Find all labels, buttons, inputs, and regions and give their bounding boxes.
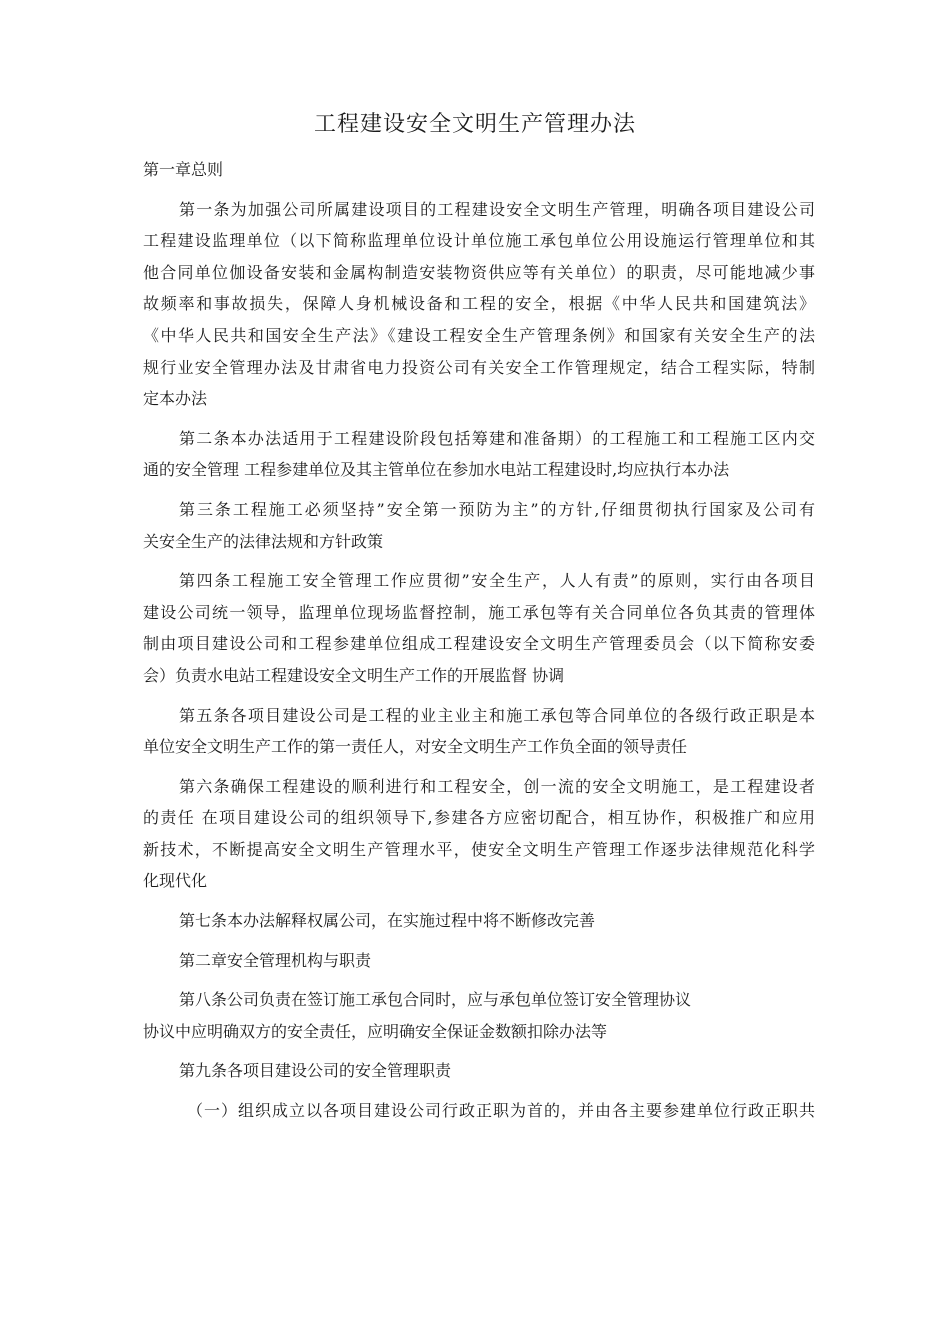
paragraph-line: 他合同单位伽设备安装和金属构制造安装物资供应等有关单位）的职责，尽可能地减少事 [143,262,815,282]
paragraph-line: 第四条工程施工安全管理工作应贯彻”安全生产，人人有责”的原则，实行由各项目 [179,571,815,591]
paragraph-line: 第一条为加强公司所属建设项目的工程建设安全文明生产管理，明确各项目建设公司 [179,199,815,219]
paragraph-line: 第二条本办法适用于工程建设阶段包括筹建和准备期）的工程施工和工程施工区内交 [179,428,815,448]
paragraph-line: 新技术，不断提高安全文明生产管理水平，使安全文明生产管理工作逐步法律规范化科学 [143,839,815,859]
document-body [143,154,815,1127]
paragraph-line: 工程建设监理单位（以下简称监理单位设计单位施工承包单位公用设施运行管理单位和其 [143,231,815,251]
paragraph-line: 通的安全管理 工程参建单位及其主管单位在参加水电站工程建设时,均应执行本办法 [143,460,730,480]
paragraph-line: 第八条公司负责在签订施工承包合同时，应与承包单位签订安全管理协议 [179,990,692,1010]
paragraph-line: （一）组织成立以各项目建设公司行政正职为首的，并由各主要参建单位行政正职共 [187,1101,815,1121]
paragraph-line: 《中华人民共和国安全生产法》《建设工程安全生产管理条例》和国家有关安全生产的法 [143,325,815,345]
paragraph-line: 规行业安全管理办法及甘肃省电力投资公司有关安全工作管理规定，结合工程实际，特制 [143,357,815,377]
paragraph-line: 第六条确保工程建设的顺利进行和工程安全，创一流的安全文明施工，是工程建设者 [179,776,815,796]
paragraph-line: 建设公司统一领导，监理单位现场监督控制，施工承包等有关合同单位各负其责的管理体 [143,602,815,622]
paragraph-line: 单位安全文明生产工作的第一责任人，对安全文明生产工作负全面的领导责任 [143,737,688,757]
paragraph-line: 协议中应明确双方的安全责任，应明确安全保证金数额扣除办法等 [143,1021,608,1041]
paragraph-line: 制由项目建设公司和工程参建单位组成工程建设安全文明生产管理委员会（以下简称安委 [143,634,815,654]
paragraph-line: 的责任 在项目建设公司的组织领导下,参建各方应密切配合，相互协作，积极推广和应用 [143,808,815,828]
chapter-heading: 第一章总则 [143,160,224,179]
paragraph-line: 定本办法 [143,389,208,409]
document-title: 工程建设安全文明生产管理办法 [313,112,636,137]
paragraph-line: 第七条本办法解释权属公司，在实施过程中将不断修改完善 [179,911,596,931]
paragraph-line: 第三条工程施工必须坚持”安全第一预防为主”的方针,仔细贯彻执行国家及公司有 [179,499,815,519]
paragraph-line: 故频率和事故损失，保障人身机械设备和工程的安全，根据《中华人民共和国建筑法》 [143,294,815,314]
paragraph-line: 第五条各项目建设公司是工程的业主业主和施工承包等合同单位的各级行政正职是本 [179,705,815,725]
paragraph-line: 第九条各项目建设公司的安全管理职责 [179,1061,452,1081]
chapter-heading: 第二章安全管理机构与职责 [179,950,372,970]
paragraph-line: 关安全生产的法律法规和方针政策 [143,531,384,551]
paragraph-line: 会）负责水电站工程建设安全文明生产工作的开展监督 协调 [143,665,565,685]
paragraph-line: 化现代化 [143,871,208,891]
